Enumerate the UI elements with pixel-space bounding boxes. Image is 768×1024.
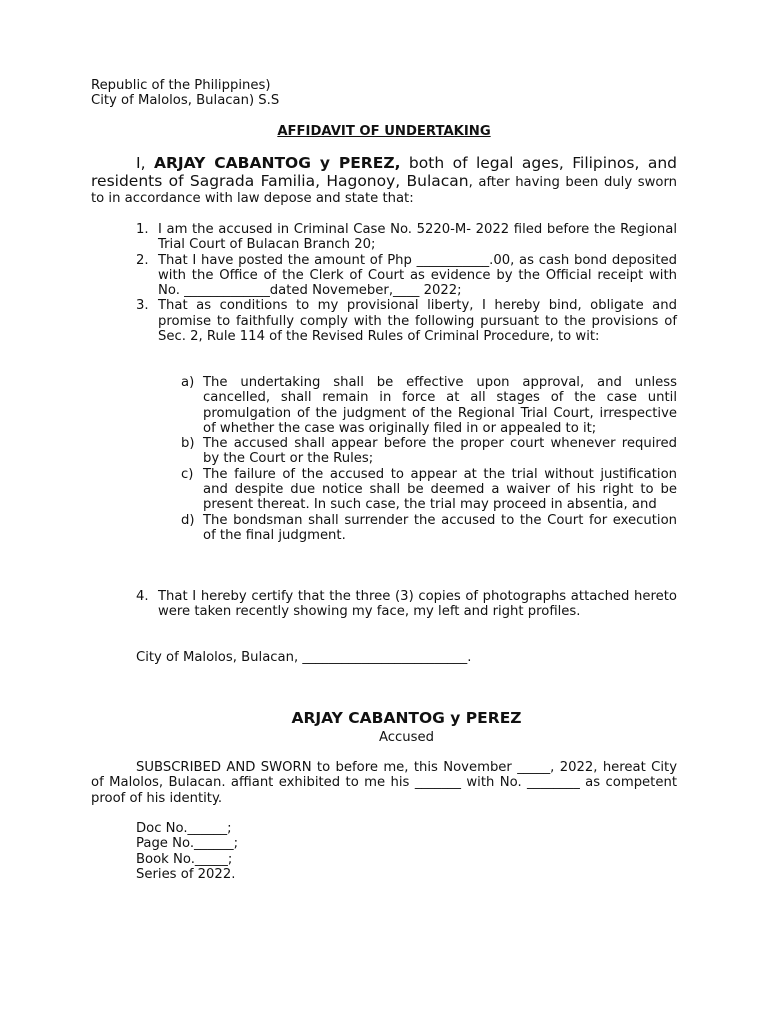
notarial-register <box>136 821 238 882</box>
intro-rest: , after having been duly sworn to in accordance with law depose and state that: <box>91 175 677 206</box>
list-item <box>181 375 677 436</box>
intro-prefix: I, <box>136 154 154 172</box>
list-item-text: The bondsman shall surrender the accused to the Court for execution of the final judgment. <box>203 512 677 543</box>
list-item <box>181 513 677 544</box>
jurat-paragraph <box>91 760 677 806</box>
list-marker: a) <box>181 375 195 390</box>
list-item <box>136 298 677 344</box>
list-item-text: That I hereby certify that the three (3) copies of photographs attached hereto were taken recently showing my face, my left and right profiles. <box>158 589 677 620</box>
list-item-text: The failure of the accused to appear at the trial without justification and despite due notice shall be deemed a waiver of his right to be present thereat. In such case, the trial may proceed in absentia, and <box>203 466 677 513</box>
signatory-role: Accused <box>378 730 434 745</box>
intro-paragraph <box>91 154 677 206</box>
venue-header <box>91 78 279 109</box>
conditions-list <box>181 375 677 543</box>
list-marker: 4. <box>136 589 149 604</box>
venue-line-1: Republic of the Philippines) <box>91 78 271 93</box>
list-item-text: That I have posted the amount of Php ___________.00, as cash bond deposited with the Office of the Clerk of Court as evidence by the Official receipt with No. _____________dated Novemeber,____ 2022; <box>158 252 677 299</box>
list-marker: 2. <box>136 252 149 268</box>
series-year: Series of 2022. <box>136 866 236 882</box>
list-item <box>136 222 677 253</box>
list-item <box>181 436 677 467</box>
jurat-text: SUBSCRIBED AND SWORN to before me, this November _____, 2022, hereat City of Malolos, Bulacan. affiant exhibited to me his _______ with No. ________ as competent proof of his identity. <box>91 760 677 806</box>
book-number: Book No._____; <box>136 851 233 867</box>
doc-number: Doc No.______; <box>136 821 232 836</box>
list-item-text: The undertaking shall be effective upon approval, and unless cancelled, shall remain in force at all stages of the case until promulgation of the judgment of the Regional Trial Court, irrespective of whether the case was originally filed in or appealed to it; <box>203 375 677 436</box>
list-marker: b) <box>181 436 195 452</box>
list-item-text: I am the accused in Criminal Case No. 5220-M- 2022 filed before the Regional Trial Court of Bulacan Branch 20; <box>158 222 677 253</box>
numbered-list <box>136 222 677 344</box>
signatory-name: ARJAY CABANTOG y PEREZ <box>291 709 522 727</box>
place-date-line: City of Malolos, Bulacan, _________________________. <box>136 650 472 665</box>
list-item <box>181 467 677 513</box>
venue-line-2: City of Malolos, Bulacan) S.S <box>91 93 280 109</box>
affiant-name: ARJAY CABANTOG y PEREZ, <box>153 154 401 172</box>
list-item <box>136 253 677 299</box>
list-marker: d) <box>181 512 195 528</box>
list-marker: 1. <box>136 222 149 237</box>
document-title: AFFIDAVIT OF UNDERTAKING <box>277 124 491 139</box>
page-number: Page No.______; <box>136 836 239 852</box>
numbered-list-continued <box>136 589 677 620</box>
list-marker: c) <box>181 466 194 482</box>
list-item-text: That as conditions to my provisional liberty, I hereby bind, obligate and promise to faithfully comply with the following pursuant to the provisions of Sec. 2, Rule 114 of the Revised Rules of Criminal Procedure, to wit: <box>158 298 677 345</box>
intro-mid: both of legal ages, Filipinos, and residents of Sagrada Familia, Hagonoy, Bulacan <box>91 154 677 191</box>
list-item <box>136 589 677 620</box>
list-marker: 3. <box>136 298 149 314</box>
list-item-text: The accused shall appear before the proper court whenever required by the Court or the Rules; <box>203 436 677 467</box>
